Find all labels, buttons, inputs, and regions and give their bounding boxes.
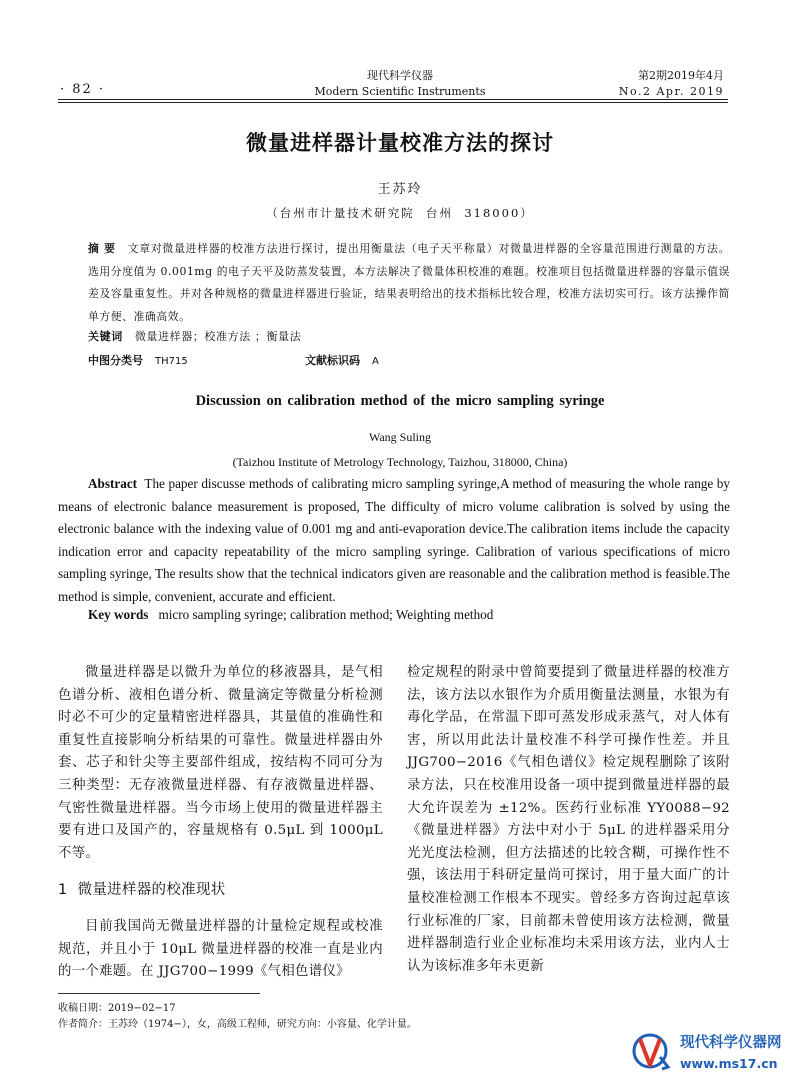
- affiliation-en: (Taizhou Institute of Metrology Technology, Taizhou, 318000, China): [232, 455, 568, 469]
- journal-name-cn: 现代科学仪器: [367, 69, 433, 82]
- document-code: [305, 352, 379, 368]
- journal-name-en: Modern Scientific Instruments: [314, 85, 486, 98]
- footnote-rule: [58, 993, 260, 994]
- abstract-cn: [88, 238, 730, 328]
- classification-code: [88, 352, 188, 368]
- section-heading: [58, 879, 383, 902]
- body-column-left: [58, 662, 383, 984]
- paper-title-cn: 微量进样器计量校准方法的探讨: [246, 130, 554, 155]
- site-logo-icon: [628, 1027, 676, 1075]
- keywords-cn-text: 微量进样器；校准方法 ；衡量法: [134, 330, 302, 343]
- keywords-cn: [88, 328, 301, 344]
- issue-en: No.2 Apr. 2019: [618, 85, 724, 98]
- paper-title-en: Discussion on calibration method of the micro sampling syringe: [195, 393, 605, 409]
- header-rule-top: [58, 99, 728, 100]
- site-watermark: [628, 1027, 788, 1077]
- abstract-en: [58, 473, 730, 609]
- section-number: 1: [58, 882, 68, 899]
- document-code-label: 文献标识码: [305, 354, 360, 367]
- footnote: [58, 1001, 417, 1033]
- page-number: · 82 ·: [60, 82, 106, 97]
- body-paragraph: 目前我国尚无微量进样器的计量检定规程或校准规范，并且小于 10μL 微量进样器的校准一直是业内的一个难题。在 JJG700−1999《气相色谱仪》: [58, 918, 383, 980]
- section-title: 微量进样器的校准现状: [77, 882, 226, 899]
- affiliation-cn: （台州市计量技术研究院 台州 318000）: [266, 206, 534, 220]
- header-rule-bottom: [58, 102, 728, 103]
- keywords-en: [88, 607, 493, 623]
- abstract-cn-label: 摘 要: [88, 242, 116, 255]
- keywords-en-label: Key words: [88, 607, 149, 622]
- body-paragraph: 检定规程的附录中曾简要提到了微量进样器的校准方法，该方法以水银作为介质用衡量法测量，水银为有毒化学品，在常温下即可蒸发形成汞蒸气，对人体有害，所以用此法计量校准不科学可操作性差。并且 JJG700−2016《气相色谱仪》检定规程删除了该附录方法，只在校准用设备一项中提到微量进样器的最大允许误差为 ±12%。医药行业标准 YY0088−92《微量进样器》方法中对小于 5μL 的进样器采用分光光度法检测，但方法描述的比较含糊，可操作性不强，该法用于科研定量尚可探讨，用于量大面广的计量校准检测工作根本不现实。曾经多方咨询过起草该行业标准的厂家，目前都未曾使用该方法检测，微量进样器制造行业企业标准均未采用该方法，业内人士认为该标准多年未更新: [407, 665, 730, 974]
- author-en: Wang Suling: [368, 430, 432, 444]
- body-column-right: [407, 662, 730, 978]
- watermark-name: 现代科学仪器网: [680, 1035, 782, 1051]
- classification-label: 中图分类号: [88, 354, 143, 367]
- footnote-received: 收稿日期：2019−02−17: [58, 1003, 176, 1014]
- footnote-author-info: 作者简介：王苏玲（1974−），女，高级工程师，研究方向：小容量、化学计量。: [58, 1019, 417, 1030]
- classification-value: TH715: [155, 356, 188, 367]
- abstract-cn-text: 文章对微量进样器的校准方法进行探讨，提出用衡量法（电子天平称量）对微量进样器的全容量范围进行测量的方法。选用分度值为 0.001mg 的电子天平及防蒸发装置，本方法解决了微量体积校准的难题。校准项目包括微量进样器的容量示值误差及容量重复性。并对各种规格的微量进样器进行验证，结果表明给出的技术指标比较合理，校准方法切实可行。该方法操作简单方便、准确高效。: [88, 242, 731, 323]
- keywords-cn-label: 关键词: [88, 330, 123, 343]
- issue-cn: 第2期2019年4月: [638, 69, 724, 82]
- body-paragraph: 微量进样器是以微升为单位的移液器具，是气相色谱分析、液相色谱分析、微量滴定等微量分析检测时必不可少的定量精密进样器具，其量值的准确性和重复性直接影响分析结果的可靠性。微量进样器由外套、芯子和针尖等主要部件组成，按结构不同可分为三种类型：无存液微量进样器、有存液微量进样器、气密性微量进样器。当今市场上使用的微量进样器主要有进口及国产的，容量规格有 0.5μL 到 1000μL 不等。: [58, 665, 383, 861]
- document-code-value: A: [372, 356, 379, 367]
- keywords-en-text: micro sampling syringe; calibration method; Weighting method: [158, 607, 494, 622]
- abstract-en-label: Abstract: [88, 476, 138, 491]
- abstract-en-text: The paper discusse methods of calibrating micro sampling syringe,A method of measuring the whole range by means of electronic balance measurement is proposed, The difficulty of micro volume calibration is solved by using the electronic balance with the indexing value of 0.001 mg and anti-evaporation device.The calibration items include the capacity indication error and capacity repeatability of the micro sampling syringe. Calibration of various specifications of micro sampling syringe, The results show that the technical indicators given are reasonable and the calibration method is feasible.The method is simple, convenient, accurate and efficient.: [58, 476, 730, 604]
- watermark-url: www.ms17.cn: [680, 1056, 778, 1071]
- author-cn: 王苏玲: [377, 182, 423, 197]
- issue-info: [619, 68, 724, 100]
